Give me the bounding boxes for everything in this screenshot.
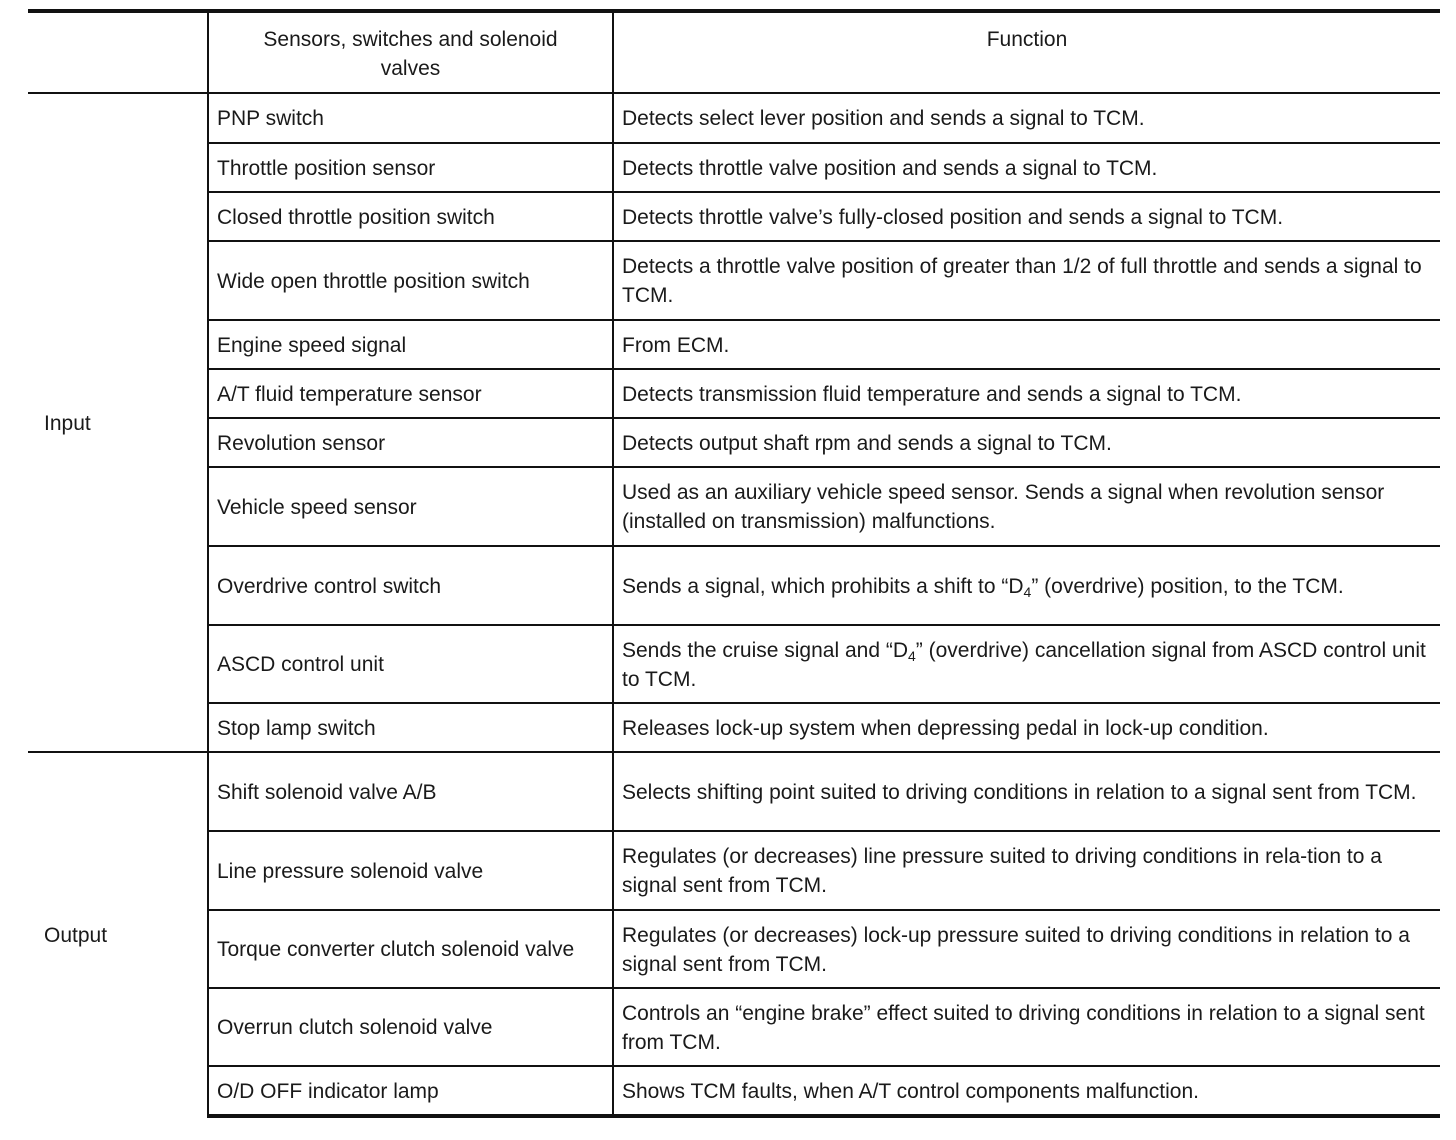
cell-function: Detects throttle valve’s fully-closed position and sends a signal to TCM. xyxy=(613,192,1440,241)
cell-function: From ECM. xyxy=(613,320,1440,369)
function-text-pre: Sends a signal, which prohibits a shift to “D xyxy=(622,574,1024,598)
cell-component: Vehicle speed sensor xyxy=(208,467,613,546)
cell-function: Detects output shaft rpm and sends a signal to TCM. xyxy=(613,418,1440,467)
header-group xyxy=(28,11,208,93)
function-text-sub: 4 xyxy=(1023,583,1032,600)
table-row xyxy=(28,546,1440,625)
group-label-output: Output xyxy=(28,752,208,1116)
cell-function: Used as an auxiliary vehicle speed sensor. Sends a signal when revolution sensor (installed on transmission) malfunctions. xyxy=(613,467,1440,546)
cell-component: Engine speed signal xyxy=(208,320,613,369)
table-header-row xyxy=(28,11,1440,93)
cell-function xyxy=(613,546,1440,625)
table-row xyxy=(28,625,1440,703)
cell-component: Torque converter clutch solenoid valve xyxy=(208,910,613,988)
cell-component: A/T fluid temperature sensor xyxy=(208,369,613,418)
cell-function: Controls an “engine brake” effect suited to driving conditions in relation to a signal sent from TCM. xyxy=(613,988,1440,1066)
function-text-post: ” (overdrive) cancellation signal from ASCD control unit to TCM. xyxy=(622,638,1426,691)
cell-component: Closed throttle position switch xyxy=(208,192,613,241)
table-row xyxy=(28,752,1440,831)
table-row xyxy=(28,703,1440,752)
cell-function: Detects select lever position and sends a signal to TCM. xyxy=(613,93,1440,143)
table-row xyxy=(28,1066,1440,1116)
table-row xyxy=(28,143,1440,192)
cell-component: Stop lamp switch xyxy=(208,703,613,752)
cell-function: Releases lock-up system when depressing pedal in lock-up condition. xyxy=(613,703,1440,752)
cell-component: Line pressure solenoid valve xyxy=(208,831,613,910)
cell-component: Wide open throttle position switch xyxy=(208,241,613,320)
table-row xyxy=(28,988,1440,1066)
table-row xyxy=(28,241,1440,320)
group-label-input: Input xyxy=(28,93,208,752)
cell-function: Detects throttle valve position and sends a signal to TCM. xyxy=(613,143,1440,192)
cell-function: Shows TCM faults, when A/T control components malfunction. xyxy=(613,1066,1440,1116)
table-row xyxy=(28,93,1440,143)
cell-function xyxy=(613,625,1440,703)
table-row xyxy=(28,831,1440,910)
cell-function: Regulates (or decreases) line pressure suited to driving conditions in rela-tion to a signal sent from TCM. xyxy=(613,831,1440,910)
cell-function: Selects shifting point suited to driving conditions in relation to a signal sent from TCM. xyxy=(613,752,1440,831)
table-row xyxy=(28,910,1440,988)
table-row xyxy=(28,320,1440,369)
cell-function: Detects a throttle valve position of greater than 1/2 of full throttle and sends a signal to TCM. xyxy=(613,241,1440,320)
cell-component: ASCD control unit xyxy=(208,625,613,703)
function-text-pre: Sends the cruise signal and “D xyxy=(622,638,908,662)
table-row xyxy=(28,467,1440,546)
cell-component: O/D OFF indicator lamp xyxy=(208,1066,613,1116)
component-function-table xyxy=(28,9,1440,1118)
header-component: Sensors, switches and solenoid valves xyxy=(208,11,613,93)
cell-component: Revolution sensor xyxy=(208,418,613,467)
cell-component: Throttle position sensor xyxy=(208,143,613,192)
cell-component: PNP switch xyxy=(208,93,613,143)
cell-function: Detects transmission fluid temperature and sends a signal to TCM. xyxy=(613,369,1440,418)
cell-component: Overrun clutch solenoid valve xyxy=(208,988,613,1066)
cell-component: Shift solenoid valve A/B xyxy=(208,752,613,831)
function-text-post: ” (overdrive) position, to the TCM. xyxy=(1031,574,1344,598)
table-row xyxy=(28,192,1440,241)
table-row xyxy=(28,369,1440,418)
cell-function: Regulates (or decreases) lock-up pressure suited to driving conditions in relation to a signal sent from TCM. xyxy=(613,910,1440,988)
table-row xyxy=(28,418,1440,467)
function-text-sub: 4 xyxy=(908,647,916,664)
cell-component: Overdrive control switch xyxy=(208,546,613,625)
header-function: Function xyxy=(613,11,1440,93)
